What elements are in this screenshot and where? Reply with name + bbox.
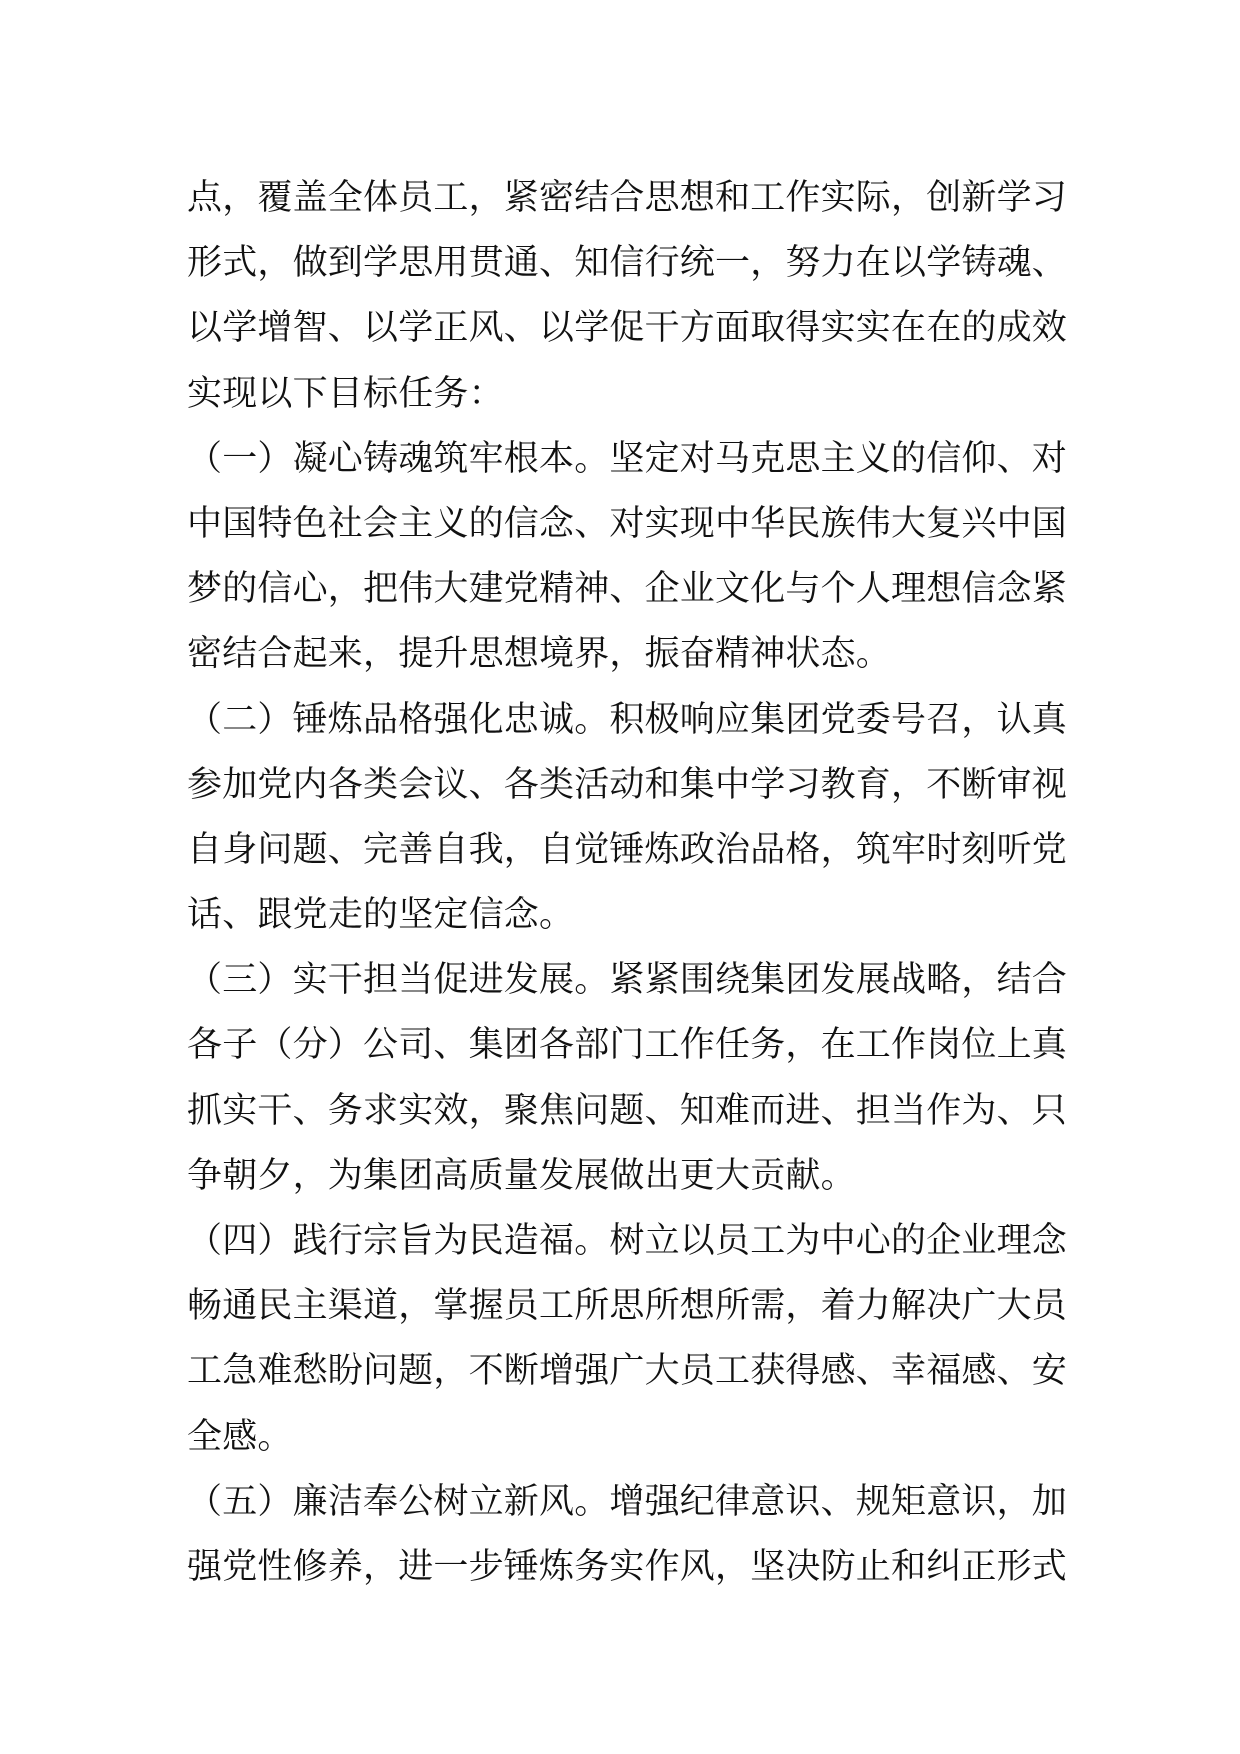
text-line: 形式，做到学思用贯通、知信行统一，努力在以学铸魂、 xyxy=(187,243,1068,284)
section-heading-line: （五）廉洁奉公树立新风。增强纪律意识、规矩意识，加 xyxy=(187,1481,1068,1522)
section-heading-line: （一）凝心铸魂筑牢根本。坚定对马克思主义的信仰、对 xyxy=(187,438,1068,479)
section-heading-line: （三）实干担当促进发展。紧紧围绕集团发展战略，结合 xyxy=(187,960,1068,1001)
text-line: 以学增智、以学正风、以学促干方面取得实实在在的成效 xyxy=(187,308,1068,349)
text-line: 点，覆盖全体员工，紧密结合思想和工作实际，创新学习 xyxy=(187,178,1068,218)
text-line: 强党性修养，进一步锤炼务实作风，坚决防止和纠正形式 xyxy=(187,1546,1068,1587)
text-line: 实现以下目标任务： xyxy=(187,373,504,414)
text-line: 密结合起来，提升思想境界，振奋精神状态。 xyxy=(187,634,892,675)
text-line: 争朝夕，为集团高质量发展做出更大贡献。 xyxy=(187,1155,856,1196)
text-line: 中国特色社会主义的信念、对实现中华民族伟大复兴中国 xyxy=(187,503,1068,544)
text-line: 工急难愁盼问题，不断增强广大员工获得感、幸福感、安 xyxy=(187,1351,1068,1392)
body-text xyxy=(187,166,1067,1600)
text-line: 抓实干、务求实效，聚焦问题、知难而进、担当作为、只 xyxy=(187,1090,1068,1131)
text-line: 自身问题、完善自我，自觉锤炼政治品格，筑牢时刻听党 xyxy=(187,829,1068,870)
text-line: 话、跟党走的坚定信念。 xyxy=(187,895,575,936)
section-heading-line: （二）锤炼品格强化忠诚。积极响应集团党委号召，认真 xyxy=(187,699,1068,740)
text-line: 梦的信心，把伟大建党精神、企业文化与个人理想信念紧 xyxy=(187,569,1068,610)
text-line: 全感。 xyxy=(187,1416,293,1457)
text-line: 畅通民主渠道，掌握员工所思所想所需，着力解决广大员 xyxy=(187,1286,1068,1327)
section-heading-line: （四）践行宗旨为民造福。树立以员工为中心的企业理念 xyxy=(187,1221,1068,1261)
text-line: 各子（分）公司、集团各部门工作任务，在工作岗位上真 xyxy=(187,1025,1068,1066)
text-line: 参加党内各类会议、各类活动和集中学习教育，不断审视 xyxy=(187,764,1068,805)
